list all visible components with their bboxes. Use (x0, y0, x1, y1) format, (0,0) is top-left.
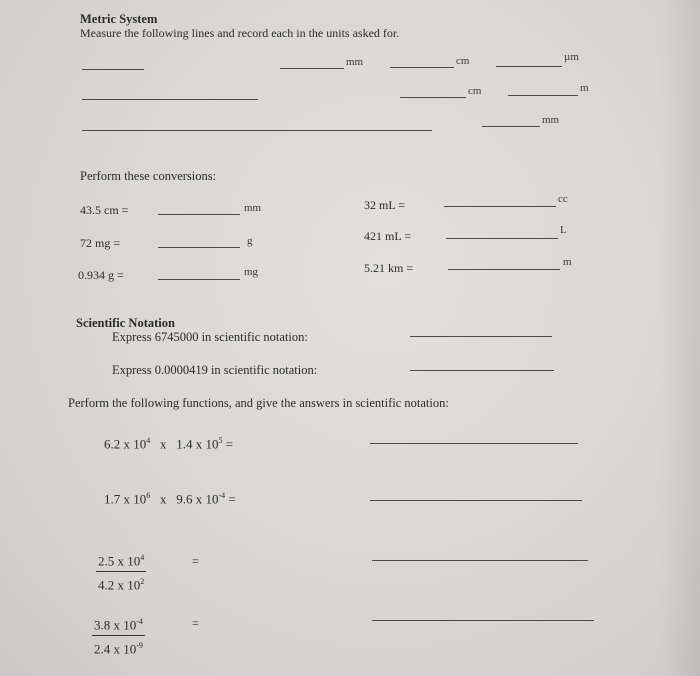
problem-1-term-a: 6.2 x 10 (104, 436, 147, 452)
unit-label: mg (244, 266, 259, 278)
unit-label: m (580, 82, 589, 94)
denominator-base: 4.2 x 10 (98, 577, 141, 593)
conversion-answer-line[interactable] (446, 238, 558, 239)
operator: x (160, 436, 167, 452)
exponent: 4 (146, 436, 151, 445)
express-answer-line-1[interactable] (410, 336, 552, 337)
answer-line-mm[interactable] (482, 126, 540, 127)
unit-label: µm (564, 51, 579, 63)
equals-sign: = (225, 436, 234, 452)
unit-label: mm (346, 56, 364, 68)
conversion-question: 72 mg = (80, 236, 121, 250)
exponent: -9 (136, 641, 143, 651)
numerator-base: 2.5 x 10 (98, 553, 141, 569)
exponent: -4 (136, 617, 143, 626)
equals-sign: = (228, 491, 236, 507)
numerator (96, 548, 146, 572)
worksheet-instructions: Measure the following lines and record each in the units asked for. (80, 26, 400, 40)
equals-sign: = (192, 616, 199, 630)
problem-2 (104, 491, 236, 507)
equals-sign: = (192, 554, 199, 568)
problem-3-fraction (96, 548, 146, 596)
numerator (92, 612, 145, 636)
measure-line-2 (82, 99, 258, 100)
measure-line-3 (82, 130, 432, 131)
problem-4-fraction (92, 612, 145, 660)
unit-label: mm (244, 202, 262, 214)
problem-1-answer-line[interactable] (370, 443, 578, 444)
answer-line-mm[interactable] (280, 68, 344, 69)
conversion-question: 0.934 g = (78, 268, 124, 282)
unit-label: mm (542, 114, 560, 126)
functions-heading: Perform the following functions, and give the answers in scientific notation: (68, 396, 449, 410)
answer-line-m[interactable] (508, 95, 578, 96)
conversion-answer-line[interactable] (448, 269, 560, 270)
problem-2-answer-line[interactable] (370, 500, 582, 501)
scientific-heading: Scientific Notation (76, 316, 175, 330)
conversion-answer-line[interactable] (158, 279, 240, 280)
conversion-question: 421 mL = (364, 229, 411, 243)
exponent: 5 (218, 436, 223, 445)
unit-label: cm (456, 55, 470, 67)
problem-4-answer-line[interactable] (372, 620, 594, 621)
exponent: 4 (140, 553, 145, 562)
worksheet-title: Metric System (80, 12, 158, 26)
conversion-question: 43.5 cm = (80, 203, 129, 217)
unit-label: cm (468, 85, 482, 97)
conversion-answer-line[interactable] (444, 206, 556, 207)
conversion-answer-line[interactable] (158, 247, 240, 248)
denominator (92, 636, 145, 659)
denominator (96, 572, 146, 595)
conversions-heading: Perform these conversions: (80, 169, 217, 183)
problem-3-answer-line[interactable] (372, 560, 588, 561)
exponent: 6 (146, 491, 151, 500)
measure-line-1 (82, 69, 144, 70)
conversion-question: 5.21 km = (364, 261, 414, 275)
exponent: -4 (218, 491, 226, 500)
page-edge-shadow (660, 0, 700, 676)
unit-label: m (563, 256, 572, 268)
answer-line-um[interactable] (496, 66, 562, 67)
problem-2-term-b: 9.6 x 10 (176, 491, 219, 507)
answer-line-cm[interactable] (390, 67, 454, 68)
conversion-answer-line[interactable] (158, 214, 240, 215)
unit-label: L (560, 224, 567, 236)
express-question-2: Express 0.0000419 in scientific notation: (112, 363, 318, 377)
unit-label: cc (558, 193, 568, 205)
express-question-1: Express 6745000 in scientific notation: (112, 330, 308, 344)
problem-1-term-b: 1.4 x 10 (176, 436, 219, 452)
numerator-base: 3.8 x 10 (94, 617, 137, 633)
answer-line-cm[interactable] (400, 97, 466, 98)
unit-label: g (247, 235, 253, 247)
problem-1 (104, 436, 233, 452)
problem-2-term-a: 1.7 x 10 (104, 491, 147, 507)
conversion-question: 32 mL = (364, 198, 405, 212)
express-answer-line-2[interactable] (410, 370, 554, 371)
operator: x (160, 491, 167, 507)
denominator-base: 2.4 x 10 (94, 641, 137, 657)
exponent: 2 (140, 577, 145, 587)
